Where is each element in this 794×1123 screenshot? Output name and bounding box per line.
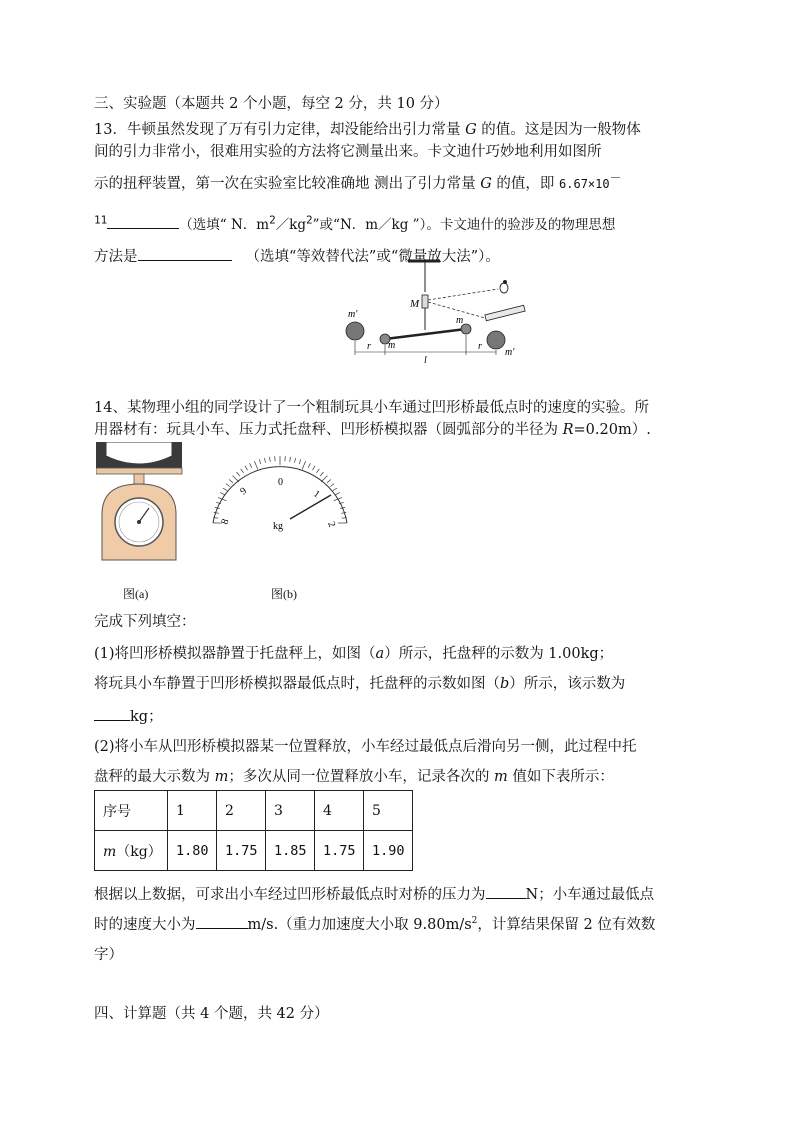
- dial-tick: [312, 466, 315, 470]
- dial-unit: kg: [273, 521, 283, 532]
- q14-part1-line-3: kg；: [94, 706, 163, 727]
- label-r-left: r: [367, 341, 371, 352]
- table-cell: 1.75: [217, 831, 266, 871]
- dial-tick: [320, 472, 323, 476]
- figure-a-caption: 图(a): [123, 587, 149, 601]
- q13-blank-2[interactable]: [138, 246, 232, 261]
- dial-tick: [302, 461, 305, 469]
- q14-part2-line-2: 盘秤的最大示数为 m；多次从同一位置释放小车，记录各次的 m 值如下表所示：: [94, 769, 614, 785]
- dial-arc: [213, 467, 347, 523]
- table-row-label: m（kg）: [95, 831, 168, 871]
- dial-tick: [264, 458, 265, 463]
- lamp: [500, 283, 508, 293]
- dial-ticks: [213, 456, 347, 523]
- mirror: [422, 295, 428, 308]
- dial-label-2: 2: [325, 520, 338, 529]
- table-header-row: [95, 791, 413, 831]
- tray-plate: [96, 468, 182, 474]
- q14-blank-reading[interactable]: [94, 706, 130, 721]
- table-header-cell: 1: [168, 791, 217, 831]
- dial-tick: [229, 480, 233, 483]
- dial-tick: [259, 459, 261, 464]
- dial-tick: [308, 463, 310, 468]
- q14-part2-line-1: (2)将小车从凹形桥模拟器某一位置释放，小车经过最低点后滑向另一侧，此过程中托: [94, 739, 637, 755]
- dial-label-9: 9: [238, 485, 249, 498]
- dial-tick: [241, 469, 244, 473]
- dial-tick: [341, 513, 346, 514]
- label-r-right: r: [478, 341, 482, 352]
- q14-after-line-2: 时的速度大小为 m/s.（重力加速度大小取 $9.80m/s^2$，计算结果保留 2 位有效数: [94, 914, 655, 935]
- table-header-cell: 2: [217, 791, 266, 831]
- dial-label-8: 8: [219, 517, 232, 527]
- dial-tick: [335, 493, 340, 495]
- dial-tick: [299, 459, 301, 464]
- big-ball-left: [346, 322, 364, 340]
- label-m-left: m: [388, 340, 396, 351]
- dial-label-0: 0: [278, 477, 283, 488]
- dial-tick: [327, 480, 331, 483]
- label-m-prime-right: m′: [505, 347, 515, 358]
- section-3-heading: 三、实验题（本题共 2 个小题，每空 2 分，共 10 分）: [94, 96, 449, 112]
- dial-tick: [321, 476, 327, 482]
- dial-tick: [316, 469, 319, 473]
- mass-data-table: [94, 790, 413, 871]
- q13-line-3: 示的扭秤装置，第一次在实验室比较准确地 测出了引力常量 G 的值，即 6.67×10－: [94, 171, 622, 192]
- label-l: l: [424, 355, 427, 366]
- figure-b-caption: 图(b): [271, 587, 297, 601]
- table-header-cell: 序号: [95, 791, 168, 831]
- table-cell: 1.75: [315, 831, 364, 871]
- dial-tick: [237, 472, 240, 476]
- dial-tick: [250, 463, 252, 468]
- q13-blank-1[interactable]: [107, 214, 179, 229]
- q14-part1-line-1: (1)将凹形桥模拟器静置于托盘秤上，如图（a）所示，托盘秤的示数为 1.00kg；: [94, 646, 614, 662]
- dial-figure-b: [205, 455, 355, 540]
- section-4-heading: 四、计算题（共 4 个题，共 42 分）: [94, 1006, 329, 1022]
- dial-tick: [333, 488, 337, 491]
- dial-tick: [330, 484, 334, 487]
- table-header-cell: 5: [364, 791, 413, 831]
- q13-line-4: $^{11}$ （选填“ N．$m^2/kg^2$”或“N．m／kg ”）。卡文迪什的验涉及的物理思想: [94, 213, 616, 233]
- dial-tick: [233, 476, 239, 482]
- table-cell: 1.90: [364, 831, 413, 871]
- dial-tick: [290, 457, 291, 462]
- table-row: [95, 831, 413, 871]
- label-m-right: m: [456, 315, 464, 326]
- q14-blank-speed[interactable]: [196, 914, 248, 929]
- table-cell: 1.80: [168, 831, 217, 871]
- table-header-cell: 4: [315, 791, 364, 831]
- incident-light: [428, 289, 498, 300]
- dial-needle: [290, 495, 331, 519]
- tray-stem: [134, 474, 144, 484]
- dial-tick: [254, 461, 257, 469]
- torsion-rod: [385, 329, 466, 339]
- q14-line-2: 用器材有：玩具小车、压力式托盘秤、凹形桥模拟器（圆弧部分的半径为 R=0.20m）.: [94, 422, 651, 438]
- big-ball-right: [487, 331, 505, 349]
- q14-part1-line-2: 将玩具小车静置于凹形桥模拟器最低点时，托盘秤的示数如图（b）所示，该示数为: [94, 676, 626, 692]
- q14-line-1: 14、某物理小组的同学设计了一个粗制玩具小车通过凹形桥最低点时的速度的实验。所: [94, 400, 649, 416]
- scale-figure-a: [96, 442, 186, 564]
- dial-tick: [226, 484, 230, 487]
- q14-after-line-3: 字）: [94, 947, 123, 963]
- dial-tick: [245, 466, 248, 470]
- dial-tick: [270, 457, 271, 462]
- table-header-cell: 3: [266, 791, 315, 831]
- q13-line-1: 13．牛顿虽然发现了万有引力定律，却没能给出引力常量 G 的值。这是因为一般物体: [94, 122, 641, 138]
- q13-line-5: 方法是 （选填“等效替代法”或“微量放大法”）。: [94, 246, 500, 267]
- label-m-prime-left: m′: [348, 309, 358, 320]
- dial-tick: [214, 513, 219, 514]
- label-M: M: [410, 298, 420, 310]
- torsion-balance-figure: [340, 255, 540, 370]
- q14-blank-force[interactable]: [486, 884, 526, 899]
- q14-instruction: 完成下列填空：: [94, 614, 196, 630]
- dial-tick: [220, 493, 225, 495]
- q14-after-line-1: 根据以上数据，可求出小车经过凹形桥最低点时对桥的压力为 N；小车通过最低点: [94, 884, 654, 905]
- scale-ruler: [485, 305, 525, 320]
- q13-line-2: 间的引力非常小，很难用实验的方法将它测量出来。卡文迪什巧妙地利用如图所: [94, 144, 602, 160]
- dial-tick: [295, 458, 296, 463]
- dial-tick: [223, 488, 227, 491]
- dial-label-1: 1: [311, 488, 322, 501]
- table-cell: 1.85: [266, 831, 315, 871]
